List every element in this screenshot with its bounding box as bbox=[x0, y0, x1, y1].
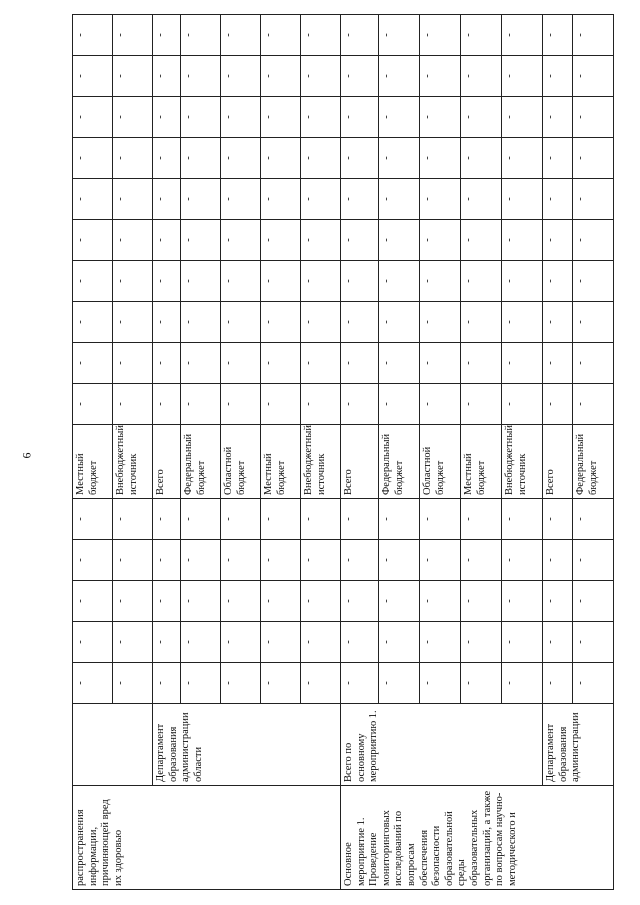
value-cell: - bbox=[73, 15, 113, 56]
value-cell: - bbox=[502, 138, 543, 179]
value-cell: - bbox=[502, 261, 543, 302]
value-cell: - bbox=[153, 622, 181, 663]
value-cell: - bbox=[261, 663, 301, 704]
value-cell: - bbox=[301, 97, 341, 138]
value-cell: - bbox=[461, 15, 502, 56]
value-cell: - bbox=[379, 138, 420, 179]
value-cell: - bbox=[420, 540, 461, 581]
value-cell: - bbox=[543, 261, 573, 302]
executor-cell: Департамент образования администрации области bbox=[153, 704, 341, 786]
value-cell: - bbox=[420, 343, 461, 384]
value-cell: - bbox=[113, 138, 153, 179]
value-cell: - bbox=[379, 220, 420, 261]
value-cell: - bbox=[420, 499, 461, 540]
value-cell: - bbox=[73, 499, 113, 540]
value-cell: - bbox=[341, 581, 379, 622]
value-cell: - bbox=[261, 138, 301, 179]
value-cell: - bbox=[301, 138, 341, 179]
value-cell: - bbox=[221, 384, 261, 425]
value-cell: - bbox=[379, 343, 420, 384]
value-cell: - bbox=[420, 261, 461, 302]
value-cell: - bbox=[153, 97, 181, 138]
value-cell: - bbox=[379, 499, 420, 540]
value-cell: - bbox=[181, 384, 221, 425]
value-cell: - bbox=[461, 622, 502, 663]
funding-source: Федеральный бюджет bbox=[181, 425, 221, 499]
value-cell: - bbox=[573, 581, 614, 622]
value-cell: - bbox=[113, 97, 153, 138]
value-cell: - bbox=[502, 179, 543, 220]
value-cell: - bbox=[341, 343, 379, 384]
value-cell: - bbox=[301, 56, 341, 97]
value-cell: - bbox=[543, 663, 573, 704]
value-cell: - bbox=[153, 138, 181, 179]
value-cell: - bbox=[573, 220, 614, 261]
value-cell: - bbox=[221, 97, 261, 138]
value-cell: - bbox=[502, 56, 543, 97]
value-cell: - bbox=[221, 343, 261, 384]
value-cell: - bbox=[261, 15, 301, 56]
value-cell: - bbox=[573, 499, 614, 540]
value-cell: - bbox=[379, 663, 420, 704]
value-cell: - bbox=[341, 302, 379, 343]
value-cell: - bbox=[573, 179, 614, 220]
value-cell: - bbox=[301, 663, 341, 704]
value-cell: - bbox=[113, 261, 153, 302]
value-cell: - bbox=[461, 499, 502, 540]
value-cell: - bbox=[502, 384, 543, 425]
value-cell: - bbox=[420, 622, 461, 663]
value-cell: - bbox=[73, 540, 113, 581]
value-cell: - bbox=[221, 499, 261, 540]
funding-source: Местный бюджет bbox=[261, 425, 301, 499]
value-cell: - bbox=[301, 302, 341, 343]
value-cell: - bbox=[153, 15, 181, 56]
funding-source: Местный бюджет bbox=[461, 425, 502, 499]
value-cell: - bbox=[113, 499, 153, 540]
value-cell: - bbox=[73, 56, 113, 97]
value-cell: - bbox=[301, 220, 341, 261]
value-cell: - bbox=[301, 499, 341, 540]
value-cell: - bbox=[341, 261, 379, 302]
value-cell: - bbox=[420, 138, 461, 179]
value-cell: - bbox=[221, 261, 261, 302]
table-row bbox=[153, 0, 181, 890]
value-cell: - bbox=[221, 15, 261, 56]
value-cell: - bbox=[341, 499, 379, 540]
value-cell: - bbox=[153, 220, 181, 261]
value-cell: - bbox=[113, 663, 153, 704]
value-cell: - bbox=[543, 138, 573, 179]
main-description: Основное мероприятие 1. Проведение мониторинговых исследований по вопросам обеспечения безопасности образовательной среды образовательных организаций, а также по вопросам научно-методического и bbox=[341, 786, 614, 890]
value-cell: - bbox=[113, 15, 153, 56]
value-cell: - bbox=[73, 581, 113, 622]
value-cell: - bbox=[73, 622, 113, 663]
value-cell: - bbox=[341, 15, 379, 56]
value-cell: - bbox=[341, 540, 379, 581]
value-cell: - bbox=[573, 97, 614, 138]
value-cell: - bbox=[543, 581, 573, 622]
funding-source: Всего bbox=[543, 425, 573, 499]
value-cell: - bbox=[461, 179, 502, 220]
value-cell: - bbox=[181, 499, 221, 540]
value-cell: - bbox=[420, 384, 461, 425]
value-cell: - bbox=[221, 663, 261, 704]
value-cell: - bbox=[461, 581, 502, 622]
value-cell: - bbox=[73, 220, 113, 261]
value-cell: - bbox=[301, 15, 341, 56]
value-cell: - bbox=[573, 56, 614, 97]
value-cell: - bbox=[379, 581, 420, 622]
value-cell: - bbox=[502, 499, 543, 540]
value-cell: - bbox=[420, 97, 461, 138]
value-cell: - bbox=[153, 499, 181, 540]
value-cell: - bbox=[181, 302, 221, 343]
value-cell: - bbox=[181, 261, 221, 302]
value-cell: - bbox=[221, 179, 261, 220]
value-cell: - bbox=[261, 179, 301, 220]
value-cell: - bbox=[420, 220, 461, 261]
value-cell: - bbox=[379, 97, 420, 138]
value-cell: - bbox=[261, 540, 301, 581]
value-cell: - bbox=[502, 220, 543, 261]
value-cell: - bbox=[502, 540, 543, 581]
value-cell: - bbox=[543, 384, 573, 425]
value-cell: - bbox=[181, 220, 221, 261]
value-cell: - bbox=[153, 663, 181, 704]
value-cell: - bbox=[461, 343, 502, 384]
value-cell: - bbox=[543, 499, 573, 540]
value-cell: - bbox=[73, 179, 113, 220]
value-cell: - bbox=[113, 384, 153, 425]
value-cell: - bbox=[379, 384, 420, 425]
value-cell: - bbox=[113, 179, 153, 220]
value-cell: - bbox=[543, 622, 573, 663]
value-cell: - bbox=[341, 622, 379, 663]
value-cell: - bbox=[502, 663, 543, 704]
value-cell: - bbox=[420, 581, 461, 622]
value-cell: - bbox=[181, 15, 221, 56]
value-cell: - bbox=[153, 56, 181, 97]
value-cell: - bbox=[261, 261, 301, 302]
value-cell: - bbox=[181, 622, 221, 663]
continuation-description: распространения информации, причиняющей вред их здоровью bbox=[73, 786, 341, 890]
value-cell: - bbox=[379, 179, 420, 220]
value-cell: - bbox=[181, 343, 221, 384]
value-cell: - bbox=[221, 540, 261, 581]
value-cell: - bbox=[181, 97, 221, 138]
value-cell: - bbox=[181, 540, 221, 581]
value-cell: - bbox=[301, 540, 341, 581]
value-cell: - bbox=[301, 179, 341, 220]
value-cell: - bbox=[113, 56, 153, 97]
value-cell: - bbox=[543, 56, 573, 97]
value-cell: - bbox=[153, 343, 181, 384]
value-cell: - bbox=[301, 343, 341, 384]
value-cell: - bbox=[113, 622, 153, 663]
value-cell: - bbox=[420, 179, 461, 220]
value-cell: - bbox=[502, 15, 543, 56]
value-cell: - bbox=[221, 302, 261, 343]
value-cell: - bbox=[181, 663, 221, 704]
value-cell: - bbox=[502, 302, 543, 343]
funding-source: Местный бюджет bbox=[73, 425, 113, 499]
executor-cell-blank bbox=[73, 704, 153, 786]
funding-source: Внебюджетный источник bbox=[502, 425, 543, 499]
value-cell: - bbox=[573, 663, 614, 704]
value-cell: - bbox=[420, 56, 461, 97]
funding-source: Внебюджетный источник bbox=[113, 425, 153, 499]
value-cell: - bbox=[379, 540, 420, 581]
table-row bbox=[341, 0, 379, 890]
value-cell: - bbox=[113, 343, 153, 384]
value-cell: - bbox=[73, 343, 113, 384]
value-cell: - bbox=[261, 384, 301, 425]
value-cell: - bbox=[113, 540, 153, 581]
value-cell: - bbox=[573, 138, 614, 179]
value-cell: - bbox=[379, 56, 420, 97]
value-cell: - bbox=[543, 302, 573, 343]
value-cell: - bbox=[261, 302, 301, 343]
value-cell: - bbox=[461, 220, 502, 261]
value-cell: - bbox=[221, 56, 261, 97]
value-cell: - bbox=[73, 97, 113, 138]
value-cell: - bbox=[341, 663, 379, 704]
value-cell: - bbox=[379, 302, 420, 343]
value-cell: - bbox=[221, 138, 261, 179]
value-cell: - bbox=[379, 261, 420, 302]
value-cell: - bbox=[573, 15, 614, 56]
value-cell: - bbox=[301, 622, 341, 663]
value-cell: - bbox=[341, 138, 379, 179]
value-cell: - bbox=[461, 261, 502, 302]
funding-source: Областной бюджет bbox=[221, 425, 261, 499]
value-cell: - bbox=[573, 343, 614, 384]
value-cell: - bbox=[153, 540, 181, 581]
value-cell: - bbox=[301, 581, 341, 622]
value-cell: - bbox=[573, 302, 614, 343]
value-cell: - bbox=[181, 581, 221, 622]
value-cell: - bbox=[543, 343, 573, 384]
value-cell: - bbox=[153, 302, 181, 343]
value-cell: - bbox=[341, 220, 379, 261]
value-cell: - bbox=[341, 56, 379, 97]
value-cell: - bbox=[543, 540, 573, 581]
value-cell: - bbox=[461, 663, 502, 704]
value-cell: - bbox=[153, 581, 181, 622]
value-cell: - bbox=[420, 663, 461, 704]
value-cell: - bbox=[461, 138, 502, 179]
value-cell: - bbox=[153, 179, 181, 220]
value-cell: - bbox=[461, 97, 502, 138]
value-cell: - bbox=[181, 56, 221, 97]
value-cell: - bbox=[181, 179, 221, 220]
value-cell: - bbox=[543, 97, 573, 138]
value-cell: - bbox=[379, 622, 420, 663]
funding-source: Областной бюджет bbox=[420, 425, 461, 499]
value-cell: - bbox=[261, 622, 301, 663]
value-cell: - bbox=[502, 97, 543, 138]
value-cell: - bbox=[420, 302, 461, 343]
value-cell: - bbox=[221, 220, 261, 261]
value-cell: - bbox=[379, 15, 420, 56]
funding-source: Внебюджетный источник bbox=[301, 425, 341, 499]
value-cell: - bbox=[73, 302, 113, 343]
budget-table bbox=[72, 0, 614, 890]
value-cell: - bbox=[113, 581, 153, 622]
value-cell: - bbox=[341, 179, 379, 220]
value-cell: - bbox=[261, 581, 301, 622]
value-cell: - bbox=[420, 15, 461, 56]
value-cell: - bbox=[573, 384, 614, 425]
table-row bbox=[73, 0, 113, 890]
rotated-table-wrapper bbox=[72, 33, 599, 890]
value-cell: - bbox=[543, 15, 573, 56]
value-cell: - bbox=[73, 663, 113, 704]
value-cell: - bbox=[113, 220, 153, 261]
value-cell: - bbox=[461, 56, 502, 97]
value-cell: - bbox=[261, 343, 301, 384]
value-cell: - bbox=[261, 220, 301, 261]
value-cell: - bbox=[502, 622, 543, 663]
value-cell: - bbox=[153, 261, 181, 302]
value-cell: - bbox=[461, 384, 502, 425]
value-cell: - bbox=[73, 261, 113, 302]
value-cell: - bbox=[153, 384, 181, 425]
value-cell: - bbox=[461, 302, 502, 343]
value-cell: - bbox=[261, 97, 301, 138]
funding-source: Федеральный бюджет bbox=[573, 425, 614, 499]
value-cell: - bbox=[181, 138, 221, 179]
value-cell: - bbox=[502, 343, 543, 384]
funding-source: Федеральный бюджет bbox=[379, 425, 420, 499]
value-cell: - bbox=[221, 581, 261, 622]
value-cell: - bbox=[543, 179, 573, 220]
value-cell: - bbox=[301, 384, 341, 425]
value-cell: - bbox=[573, 540, 614, 581]
value-cell: - bbox=[341, 384, 379, 425]
value-cell: - bbox=[341, 97, 379, 138]
value-cell: - bbox=[502, 581, 543, 622]
value-cell: - bbox=[461, 540, 502, 581]
value-cell: - bbox=[113, 302, 153, 343]
value-cell: - bbox=[221, 622, 261, 663]
value-cell: - bbox=[261, 56, 301, 97]
value-cell: - bbox=[261, 499, 301, 540]
value-cell: - bbox=[301, 261, 341, 302]
executor-cell: Департамент образования администрации bbox=[543, 704, 614, 786]
value-cell: - bbox=[543, 220, 573, 261]
value-cell: - bbox=[573, 261, 614, 302]
value-cell: - bbox=[73, 384, 113, 425]
page-number: 6 bbox=[19, 452, 34, 459]
table-row bbox=[543, 0, 573, 890]
funding-source: Всего bbox=[153, 425, 181, 499]
funding-source: Всего bbox=[341, 425, 379, 499]
value-cell: - bbox=[573, 622, 614, 663]
executor-total-cell: Всего по основному мероприятию 1. bbox=[341, 704, 543, 786]
value-cell: - bbox=[73, 138, 113, 179]
